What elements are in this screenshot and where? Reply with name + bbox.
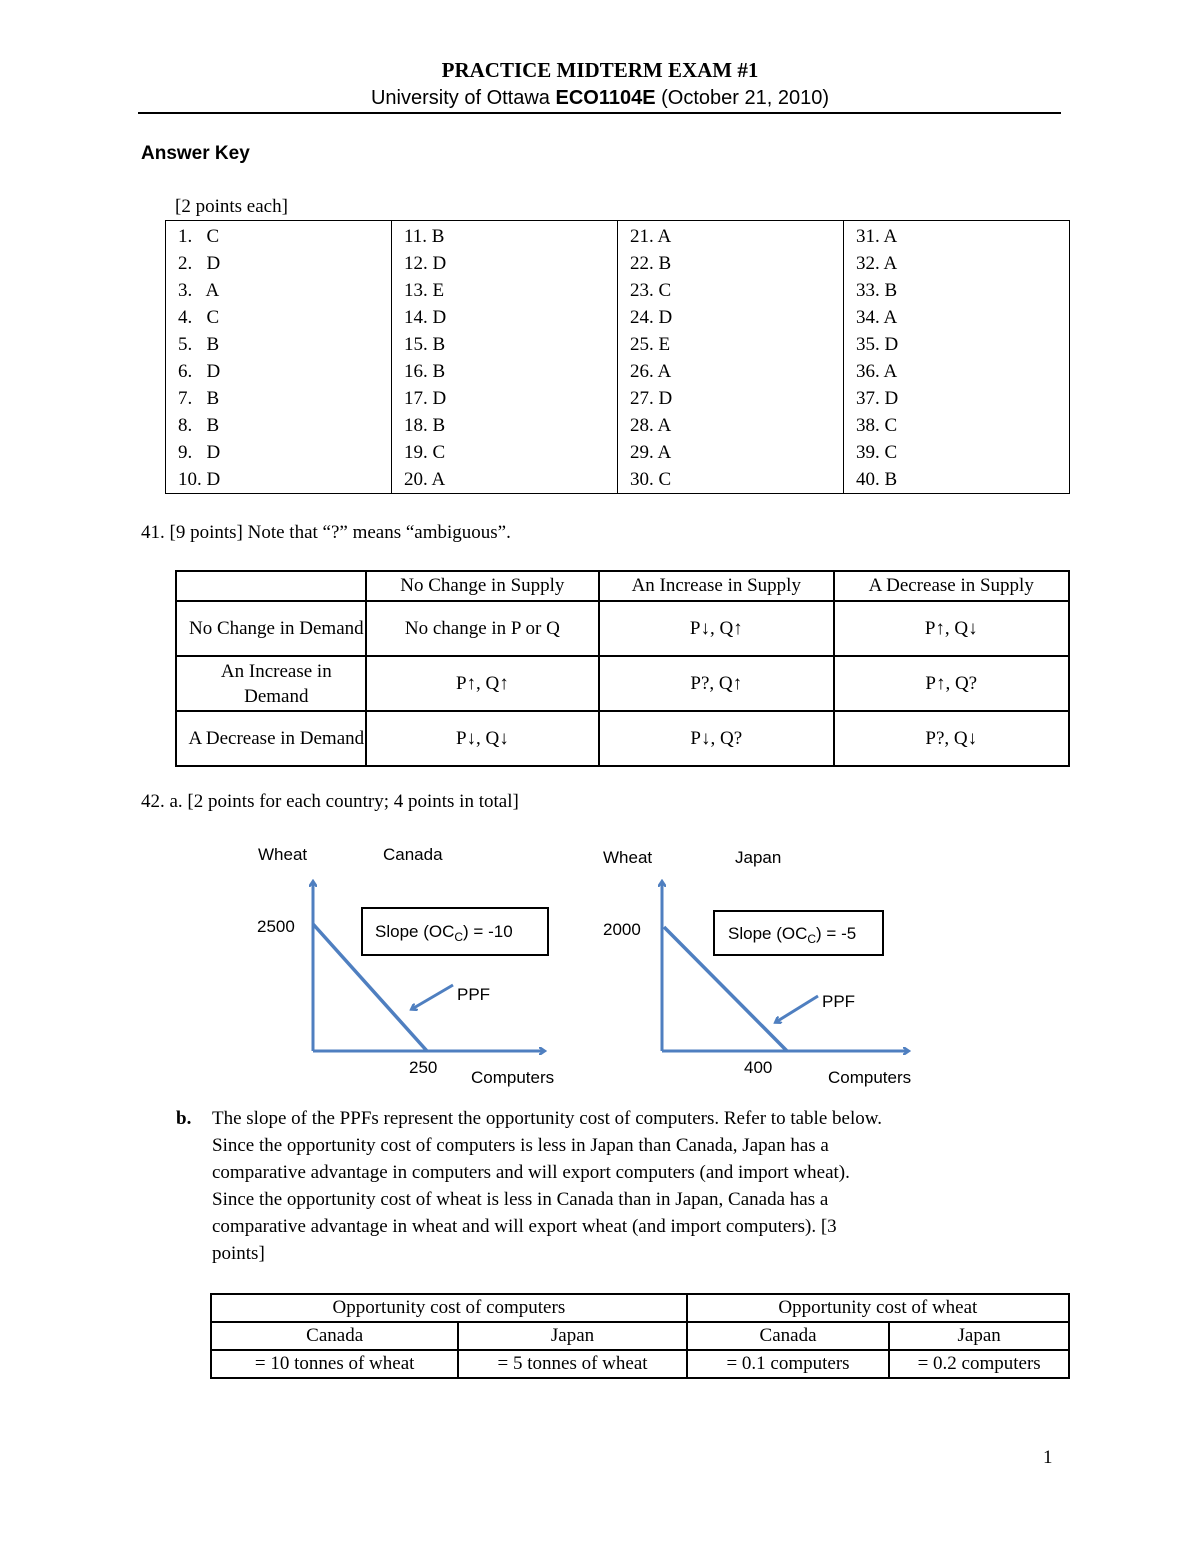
table-cell: P?, Q↓ xyxy=(834,711,1070,766)
table-cell: No change in P or Q xyxy=(366,601,599,656)
q42a-label: 42. a. [2 points for each country; 4 points in total] xyxy=(141,791,519,812)
answer-entry: 10. D xyxy=(178,469,221,490)
japan-x-axis-label: Computers xyxy=(828,1068,912,1087)
answer-entry: 27. D xyxy=(630,388,673,409)
q42b-text xyxy=(212,1105,1062,1267)
subtitle-prefix: University of Ottawa xyxy=(370,87,556,109)
table-cell: P↓, Q↑ xyxy=(599,601,833,656)
supply-demand-table xyxy=(175,570,1070,767)
table-cell: = 0.2 computers xyxy=(889,1350,1069,1378)
page-title: PRACTICE MIDTERM EXAM #1 xyxy=(441,58,759,82)
opportunity-cost-table xyxy=(210,1293,1070,1379)
japan-y-intercept: 2000 xyxy=(603,920,641,939)
answer-entry: 20. A xyxy=(404,469,446,490)
group-header: Opportunity cost of wheat xyxy=(687,1294,1069,1322)
table-cell: = 10 tonnes of wheat xyxy=(211,1350,458,1378)
sub-header: Japan xyxy=(889,1322,1069,1350)
japan-country-label: Japan xyxy=(735,848,782,867)
q42b-number: b. xyxy=(176,1108,192,1129)
answer-entry: 33. B xyxy=(856,280,898,301)
japan-x-intercept: 400 xyxy=(744,1058,773,1077)
table-cell: = 0.1 computers xyxy=(687,1350,890,1378)
answer-entry: 5. B xyxy=(178,334,220,355)
answer-column xyxy=(618,221,844,494)
text-line: comparative advantage in wheat and will export wheat (and import computers). [3 xyxy=(212,1216,837,1237)
answer-entry: 2. D xyxy=(178,253,221,274)
answer-entry: 18. B xyxy=(404,415,446,436)
answer-entry: 36. A xyxy=(856,361,898,382)
answer-entry: 29. A xyxy=(630,442,672,463)
answer-entry: 24. D xyxy=(630,307,673,328)
table-cell: P?, Q↑ xyxy=(599,656,833,711)
canada-y-intercept: 2500 xyxy=(257,917,295,936)
course-code: ECO1104E xyxy=(555,87,656,109)
canada-country-label: Canada xyxy=(383,845,443,864)
answer-entry: 1. C xyxy=(178,226,220,247)
sub-header: Japan xyxy=(458,1322,686,1350)
answer-entry: 32. A xyxy=(856,253,898,274)
japan-slope-label: Slope $(OC_C) = -5$ xyxy=(728,924,857,946)
canada-ppf-pointer xyxy=(412,985,453,1009)
table-corner-cell xyxy=(176,571,366,601)
text-line: Since the opportunity cost of wheat is less in Canada than in Japan, Canada has a xyxy=(212,1189,829,1210)
sub-header: Canada xyxy=(211,1322,458,1350)
answer-entry: 22. B xyxy=(630,253,672,274)
canada-x-axis-label: Computers xyxy=(471,1068,555,1087)
canada-ppf-label: PPF xyxy=(457,985,491,1004)
answer-entry: 37. D xyxy=(856,388,899,409)
sub-header: Canada xyxy=(687,1322,890,1350)
answer-entry: 6. D xyxy=(178,361,221,382)
answer-key-heading: Answer Key xyxy=(141,143,250,164)
table-cell: P↑, Q↑ xyxy=(366,656,599,711)
answer-entry: 14. D xyxy=(404,307,447,328)
text-line: Since the opportunity cost of computers is less in Japan than Canada, Japan has a xyxy=(212,1135,829,1156)
answer-key-table xyxy=(165,220,1070,494)
answer-entry: 26. A xyxy=(630,361,672,382)
answer-entry: 31. A xyxy=(856,226,898,247)
ppf-graphs xyxy=(240,840,940,1095)
canada-ppf-graph xyxy=(257,845,554,1087)
text-line: points] xyxy=(212,1243,265,1264)
japan-ppf-pointer xyxy=(776,996,818,1022)
answer-entry: 21. A xyxy=(630,226,672,247)
table-cell: P↑, Q↓ xyxy=(834,601,1070,656)
canada-y-axis-label: Wheat xyxy=(258,845,308,864)
japan-ppf-label: PPF xyxy=(822,992,856,1011)
answer-column xyxy=(844,221,1070,494)
column-header: No Change in Supply xyxy=(366,571,599,601)
canada-x-intercept: 250 xyxy=(409,1058,438,1077)
points-note: [2 points each] xyxy=(175,196,288,217)
row-header: An Increase in Demand xyxy=(176,656,366,711)
table-cell: P↓, Q↓ xyxy=(366,711,599,766)
answer-entry: 39. C xyxy=(856,442,898,463)
answer-entry: 30. C xyxy=(630,469,672,490)
row-header: A Decrease in Demand xyxy=(176,711,366,766)
answer-column xyxy=(166,221,392,494)
q41-label: 41. [9 points] Note that “?” means “ambiguous”. xyxy=(141,522,511,543)
column-header: A Decrease in Supply xyxy=(834,571,1070,601)
answer-entry: 35. D xyxy=(856,334,899,355)
column-header: An Increase in Supply xyxy=(599,571,833,601)
answer-entry: 16. B xyxy=(404,361,446,382)
table-cell: = 5 tonnes of wheat xyxy=(458,1350,686,1378)
answer-entry: 15. B xyxy=(404,334,446,355)
answer-entry: 8. B xyxy=(178,415,220,436)
page-number: 1 xyxy=(1043,1447,1053,1468)
page-subtitle xyxy=(0,87,1200,110)
japan-ppf-graph xyxy=(603,848,911,1087)
answer-entry: 25. E xyxy=(630,334,671,355)
header-rule xyxy=(138,112,1061,114)
canada-slope-label: Slope $(OC_C) = -10$ xyxy=(375,922,513,944)
answer-entry: 4. C xyxy=(178,307,220,328)
table-cell: P↓, Q? xyxy=(599,711,833,766)
answer-entry: 9. D xyxy=(178,442,221,463)
group-header: Opportunity cost of computers xyxy=(211,1294,687,1322)
answer-entry: 38. C xyxy=(856,415,898,436)
answer-entry: 17. D xyxy=(404,388,447,409)
table-cell: P↑, Q? xyxy=(834,656,1070,711)
answer-entry: 12. D xyxy=(404,253,447,274)
row-header: No Change in Demand xyxy=(176,601,366,656)
subtitle-suffix: (October 21, 2010) xyxy=(655,87,830,109)
answer-entry: 3. A xyxy=(178,280,220,301)
answer-column xyxy=(392,221,618,494)
japan-y-axis-label: Wheat xyxy=(603,848,653,867)
answer-entry: 34. A xyxy=(856,307,898,328)
text-line: comparative advantage in computers and will export computers (and import wheat). xyxy=(212,1162,850,1183)
answer-entry: 19. C xyxy=(404,442,446,463)
answer-entry: 7. B xyxy=(178,388,220,409)
answer-entry: 40. B xyxy=(856,469,898,490)
answer-entry: 28. A xyxy=(630,415,672,436)
answer-entry: 13. E xyxy=(404,280,445,301)
answer-entry: 23. C xyxy=(630,280,672,301)
text-line: The slope of the PPFs represent the opportunity cost of computers. Refer to table below. xyxy=(212,1108,882,1129)
answer-entry: 11. B xyxy=(404,226,445,247)
